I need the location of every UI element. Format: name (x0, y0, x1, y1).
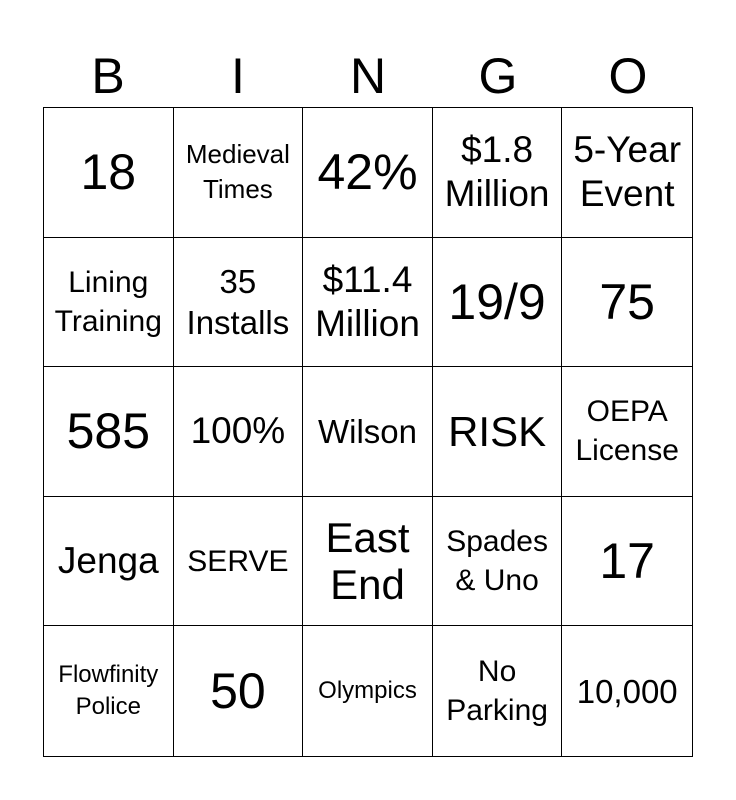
cell-text: 5-Year Event (573, 128, 682, 215)
header-letter-n: N (349, 48, 387, 104)
bingo-cell[interactable] (303, 238, 433, 368)
cell-text: 75 (599, 273, 655, 330)
bingo-cell[interactable] (44, 108, 174, 238)
cell-text: Wilson (317, 412, 417, 450)
cell-text: RISK (448, 407, 547, 455)
bingo-cell[interactable] (44, 367, 174, 497)
cell-text: Olympics (318, 677, 417, 705)
cell-text: SERVE (187, 544, 289, 578)
cell-text: 585 (66, 403, 151, 460)
bingo-header (43, 45, 693, 107)
cell-text: Flowfinity Police (58, 661, 159, 721)
cell-text: 42% (317, 144, 418, 201)
bingo-cell[interactable] (433, 497, 563, 627)
header-letter-b: B (91, 48, 125, 104)
bingo-cell[interactable] (174, 367, 304, 497)
header-letter-g: G (478, 48, 518, 104)
cell-text: 100% (190, 410, 286, 452)
bingo-cell[interactable] (562, 238, 692, 368)
cell-text: $11.4 Million (315, 258, 420, 344)
bingo-cell[interactable] (433, 626, 563, 756)
cell-text: $1.8 Million (444, 128, 550, 215)
bingo-cell[interactable] (562, 626, 692, 756)
header-letter-o: O (608, 48, 648, 104)
cell-text: East End (325, 514, 410, 609)
bingo-cell[interactable] (433, 108, 563, 238)
bingo-cell[interactable] (44, 626, 174, 756)
bingo-cell[interactable] (303, 108, 433, 238)
bingo-cell[interactable] (562, 497, 692, 627)
cell-text: No Parking (446, 655, 548, 728)
cell-text: Lining Training (54, 265, 162, 338)
bingo-cell[interactable] (303, 626, 433, 756)
cell-text: 10,000 (576, 672, 678, 710)
bingo-cell[interactable] (433, 238, 563, 368)
header-letter-i: I (231, 48, 245, 104)
cell-text: Medieval Times (185, 139, 290, 205)
bingo-cell[interactable] (433, 367, 563, 497)
bingo-cell[interactable] (303, 367, 433, 497)
bingo-board (43, 107, 693, 757)
bingo-cell[interactable] (174, 108, 304, 238)
bingo-cell[interactable] (174, 626, 304, 756)
cell-text: 35 Installs (186, 262, 290, 341)
bingo-cell[interactable] (44, 238, 174, 368)
bingo-cell[interactable] (174, 238, 304, 368)
cell-text: Spades & Uno (446, 525, 548, 598)
cell-text: Jenga (57, 539, 159, 581)
bingo-cell[interactable] (303, 497, 433, 627)
bingo-cell[interactable] (174, 497, 304, 627)
cell-text: 50 (210, 663, 266, 720)
cell-text: 18 (80, 144, 137, 201)
cell-text: OEPA License (575, 395, 679, 468)
bingo-cell[interactable] (562, 108, 692, 238)
cell-text: 19/9 (448, 273, 546, 330)
cell-text: 17 (599, 533, 655, 590)
bingo-cell[interactable] (44, 497, 174, 627)
bingo-cell[interactable] (562, 367, 692, 497)
